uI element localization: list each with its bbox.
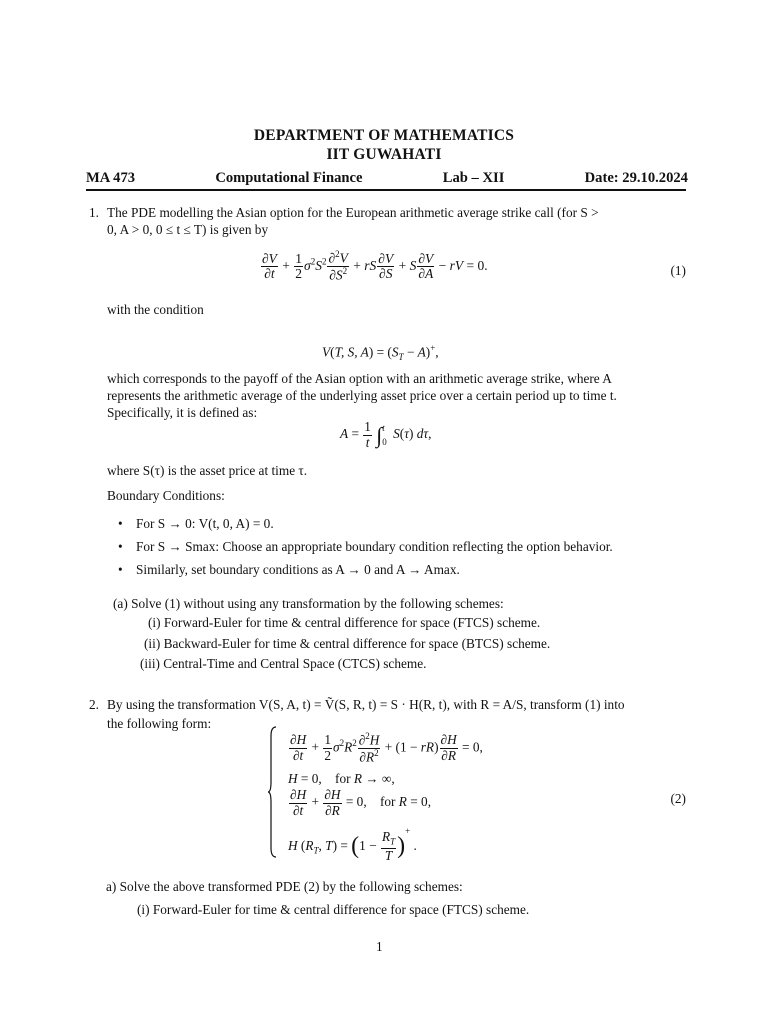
left-brace-icon <box>267 726 277 858</box>
with-condition: with the condition <box>107 302 204 317</box>
q2-intro-1: By using the transformation V(S, A, t) = Ṽ(S, R, t) = S · H(R, t), with R = A/S, transform (1) into <box>107 697 625 712</box>
where-s-tau: where S(τ) is the asset price at time τ. <box>107 463 308 478</box>
bc-r-zero: $\frac{\partial H}{\partial t}$ + $\frac{\partial H}{\partial R}$ = 0, for R = 0, <box>290 787 432 818</box>
course-code: MA 473 <box>86 170 136 186</box>
date-label: Date: 29.10.2024 <box>584 170 688 186</box>
institute-title: IIT GUWAHATI <box>326 146 442 163</box>
eq-number-1: (1) <box>670 263 686 278</box>
course-name: Computational Finance <box>215 170 363 186</box>
eq-number-2: (2) <box>670 791 686 806</box>
scheme-btcs: (ii) Backward-Euler for time & central difference for space (BTCS) scheme. <box>144 636 551 651</box>
bc-item-2: For S → Smax: Choose an appropriate boundary condition reflecting the option behavior. <box>136 539 613 554</box>
bc-item-3: Similarly, set boundary conditions as A → 0 and A → Amax. <box>136 562 460 577</box>
pde-equation-1: $\frac{\partial V}{\partial t}$ + $\frac{1}{2}$ $\sigma^2S^2$ $\frac{\partial^2V}{\partial S^2}$ + rS $\frac{\partial V}{\partial S}$ + S $\frac{\partial V}{\partial A}$ − rV = 0. <box>262 249 488 283</box>
q2-intro-2: the following form: <box>107 716 212 731</box>
scheme-ctcs: (iii) Central-Time and Central Space (CTCS) scheme. <box>140 656 427 671</box>
course-line <box>86 169 688 188</box>
page-number: 1 <box>376 939 383 954</box>
payoff-desc-3: Specifically, it is defined as: <box>107 405 258 420</box>
bullet-icon: • <box>118 516 123 531</box>
q2-part-a: a) Solve the above transformed PDE (2) by the following schemes: <box>106 879 463 894</box>
pde-equation-2: $\frac{\partial H}{\partial t}$ + $\frac{1}{2}$ $\sigma^2R^2$ $\frac{\partial^2H}{\partial R^2}$ + (1 − rR) $\frac{\partial H}{\partial R}$ = 0, <box>290 731 483 765</box>
payoff-desc-1: which corresponds to the payoff of the Asian option with an arithmetic average strike, where A <box>107 371 612 386</box>
bc-item-1: For S → 0: V(t, 0, A) = 0. <box>136 516 274 531</box>
q1-number: 1. <box>89 205 99 220</box>
lab-label: Lab – XII <box>442 170 505 186</box>
header-rule <box>86 189 686 191</box>
bullet-icon: • <box>118 562 123 577</box>
q2-number: 2. <box>89 697 99 712</box>
q1-intro-1: The PDE modelling the Asian option for the European arithmetic average strike call (for S > <box>107 205 599 220</box>
scheme-ftcs: (i) Forward-Euler for time & central difference for space (FTCS) scheme. <box>148 615 541 630</box>
q1-part-a: (a) Solve (1) without using any transformation by the following schemes: <box>113 596 504 611</box>
q1-intro-2: 0, A > 0, 0 ≤ t ≤ T) is given by <box>107 222 269 237</box>
payoff-desc-2: represents the arithmetic average of the underlying asset price over a certain period up to time t. <box>107 388 617 403</box>
terminal-condition-2: H ($R_T$, T) = (1 − $\frac{R_T}{T}$ )+ . <box>288 826 417 863</box>
department-title: DEPARTMENT OF MATHEMATICS <box>253 127 515 144</box>
terminal-condition: V(T, S, $A) = (S_T - A)^+$, <box>322 343 439 363</box>
bc-heading: Boundary Conditions: <box>107 488 225 503</box>
q2-scheme-ftcs: (i) Forward-Euler for time & central difference for space (FTCS) scheme. <box>137 902 530 917</box>
bc-r-infinity: H = 0, for R → ∞, <box>288 771 395 786</box>
average-definition: A = $\frac{1}{t}$ ∫ t 0 S(τ) dτ, <box>340 419 432 450</box>
bullet-icon: • <box>118 539 123 554</box>
